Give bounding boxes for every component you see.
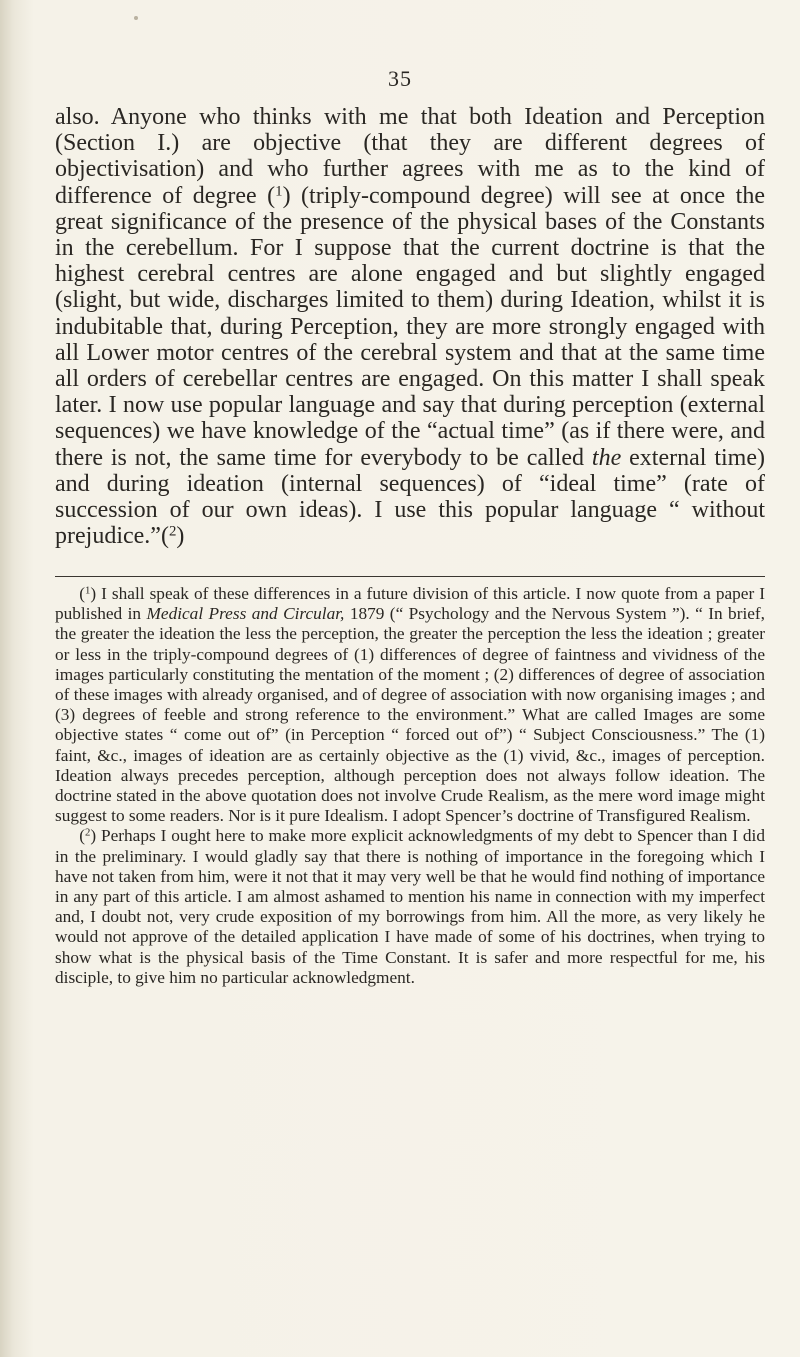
footnote-marker-paren: ( [79, 584, 85, 603]
footnote-reference: 1 [275, 183, 283, 200]
footnote-2 [55, 826, 765, 988]
body-segment: ) [176, 523, 185, 550]
body-segment: also. Anyone who thinks with me that both Ideation and Perception (Section I.) are objective (that they are different degrees of objectivisation) and who further agrees with me as to the kind of difference of degree ( [55, 104, 765, 209]
page-number: 35 [388, 66, 412, 91]
footnote-divider [55, 576, 765, 577]
footnote-text: ) I shall speak of these differences in a future division of this article. I now quote from a paper I published in [55, 584, 765, 624]
footnote-marker-paren: ( [79, 826, 85, 846]
body-text [55, 104, 765, 549]
footnote-marker: 2 [84, 827, 91, 840]
paper-blemish [134, 16, 138, 20]
journal-title: Medical Press and Circular, [146, 604, 345, 624]
body-paragraph [55, 104, 765, 549]
body-segment: external time) and during ideation (internal sequences) of “ideal time” (rate of succession of our own ideas). I use this popular language “ without prejudice.”( [55, 444, 765, 550]
footnote-text: 1879 (“ Psychology and the Nervous System ”). “ In brief, the greater the ideation the less the perception, the greater the perception the less the ideation ; greater or less in the triply-compound degrees of (1) differences of degree of faintness and vividness of the images particularly constituting the mentation of the moment ; (2) differences of degree of association of these images with already organised, and of degree of association with now organising images ; and (3) degrees of feeble and strong reference to the environment.” What are called Images are some objective states “ come out of” (in Perception “ forced out of”) “ Subject Consciousness.” The (1) faint, &c., images of ideation are as certainly objective as the (1) vivid, &c., images of perception. Ideation always precedes perception, although perception does not always follow ideation. The doctrine stated in the above quotation does not involve Crude Realism, as the mere word image might suggest to some readers. Nor is it pure Idealism. I adopt Spencer’s doctrine of Transfigured Realism. [55, 604, 765, 826]
footnote-1 [55, 584, 765, 826]
footnote-reference: 2 [168, 523, 177, 540]
body-segment: ) (triply-compound degree) will see at once the great significance of the presence of the physical bases of the Constants in the cerebellum. For I suppose that the current doctrine is that the highest cerebral centres are alone engaged and but slightly engaged (slight, but wide, discharges limited to them) during Ideation, whilst it is indubitable that, during Perception, they are more strongly engaged with all Lower motor centres of the cerebral system and that at the same time all orders of cerebellar centres are engaged. On this matter I shall speak later. I now use popular language and say that during perception (external sequences) we have knowledge of the “actual time” (as if there were, and there is not, the same time for everybody to be called [55, 182, 765, 471]
footnotes [55, 584, 765, 988]
italic-word: the [591, 444, 622, 471]
footnote-marker: 1 [84, 584, 91, 597]
footnote-text: ) Perhaps I ought here to make more explicit acknowledgments of my debt to Spencer than I did in the preliminary. I would gladly say that there is nothing of importance in the foregoing which I have not taken from him, were it not that it may very well be that he would find nothing of importance in any part of this article. I am almost ashamed to mention his name in connection with my imperfect and, I doubt not, very crude exposition of my borrowings from him. All the more, as very likely he would not approve of the detailed application I have made of some of his doctrines, when trying to show what is the physical basis of the Time Constant. It is safer and more respectful for me, his disciple, to give him no particular acknowledgment. [55, 826, 765, 987]
